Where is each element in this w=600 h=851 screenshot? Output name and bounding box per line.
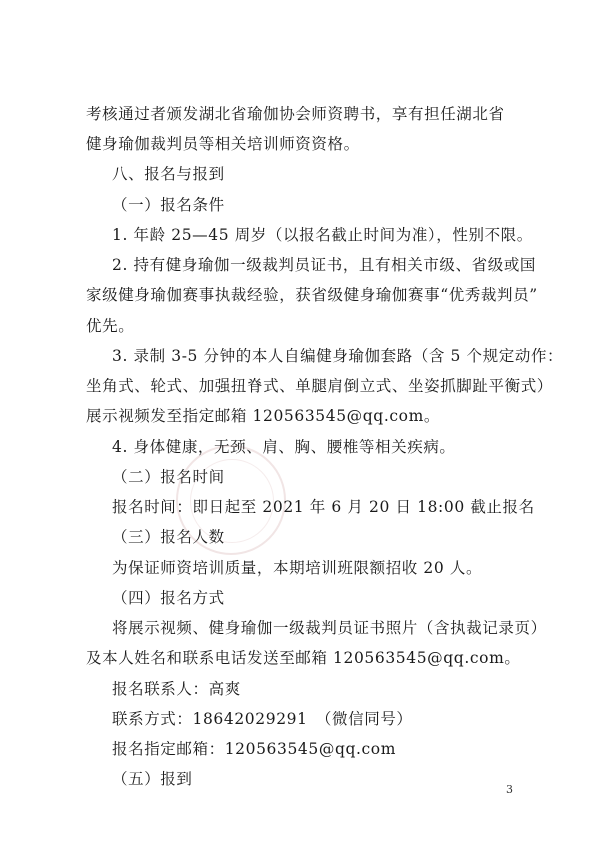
- body-paragraph-line: 健身瑜伽裁判员等相关培训师资资格。: [86, 135, 360, 153]
- contact-person-line: 报名联系人：高爽: [112, 680, 241, 698]
- list-item-line: 家级健身瑜伽赛事执裁经验，获省级健身瑜伽赛事“优秀裁判员”: [86, 286, 538, 304]
- list-item-line: 3. 录制 3-5 分钟的本人自编健身瑜伽套路（含 5 个规定动作：: [112, 347, 564, 365]
- contact-email-line: 报名指定邮箱：120563545@qq.com: [112, 740, 397, 758]
- subsection-heading: （一）报名条件: [112, 196, 225, 214]
- body-paragraph-line: 考核通过者颁发湖北省瑜伽协会师资聘书，享有担任湖北省: [86, 105, 505, 123]
- body-paragraph-line: 为保证师资培训质量，本期培训班限额招收 20 人。: [112, 559, 483, 577]
- body-paragraph-line: 报名时间：即日起至 2021 年 6 月 20 日 18:00 截止报名: [112, 498, 535, 516]
- subsection-heading: （三）报名人数: [112, 528, 225, 546]
- body-paragraph-line: 将展示视频、健身瑜伽一级裁判员证书照片（含执裁记录页）: [112, 619, 547, 637]
- subsection-heading: （五）报到: [112, 770, 193, 788]
- list-item-line: 优先。: [86, 317, 135, 335]
- list-item-line: 2. 持有健身瑜伽一级裁判员证书，且有相关市级、省级或国: [112, 256, 537, 274]
- page-number: 3: [506, 783, 513, 796]
- subsection-heading: （二）报名时间: [112, 468, 225, 486]
- contact-phone-line: 联系方式：18642029291 （微信同号）: [112, 710, 413, 728]
- body-paragraph-line: 及本人姓名和联系电话发送至邮箱 120563545@qq.com。: [86, 649, 521, 667]
- subsection-heading: （四）报名方式: [112, 589, 225, 607]
- list-item-line: 1. 年龄 25—45 周岁（以报名截止时间为准），性别不限。: [112, 226, 533, 244]
- section-heading: 八、报名与报到: [112, 165, 225, 183]
- list-item-line: 坐角式、轮式、加强扭脊式、单腿肩倒立式、坐姿抓脚趾平衡式）: [86, 377, 553, 395]
- list-item-line: 展示视频发至指定邮箱 120563545@qq.com。: [86, 407, 440, 425]
- list-item-line: 4. 身体健康，无颈、肩、胸、腰椎等相关疾病。: [112, 438, 456, 456]
